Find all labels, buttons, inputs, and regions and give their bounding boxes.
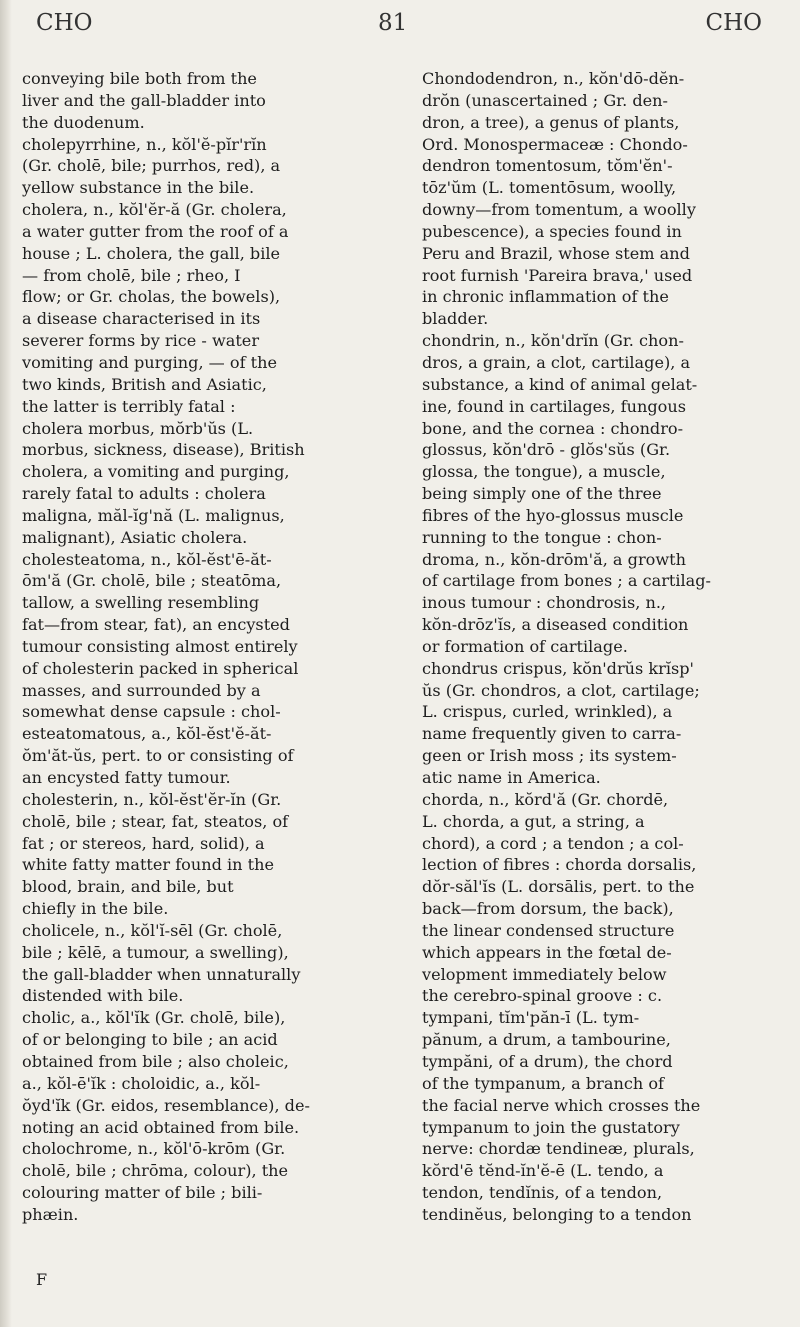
text-line: Peru and Brazil, whose stem and	[422, 243, 690, 263]
text-line: tumour consisting almost entirely	[22, 636, 298, 656]
text-line: dros, a grain, a clot, cartilage), a	[422, 352, 691, 372]
signature-mark: F	[36, 1270, 48, 1289]
text-line: house ; L. cholera, the gall, bile	[22, 243, 281, 263]
text-line: ŭs (Gr. chondros, a clot, cartilage;	[422, 680, 700, 700]
text-line: blood, brain, and bile, but	[22, 877, 234, 897]
text-line: name frequently given to carra-	[422, 724, 682, 744]
text-line: of or belonging to bile ; an acid	[22, 1030, 278, 1050]
text-line: cholera, n., kŏl'ĕr-ă (Gr. cholera,	[22, 200, 287, 220]
text-line: malignant), Asiatic cholera.	[22, 527, 248, 547]
text-line: chondrus crispus, kŏn'drŭs krĭsp'	[422, 658, 694, 678]
text-line: chiefly in the bile.	[22, 899, 169, 919]
text-line: tallow, a swelling resembling	[22, 593, 260, 613]
text-line: pănum, a drum, a tambourine,	[422, 1030, 671, 1050]
text-line: lection of fibres : chorda dorsalis,	[422, 855, 697, 875]
text-line: glossa, the tongue), a muscle,	[422, 462, 666, 482]
text-line: masses, and surrounded by a	[22, 680, 261, 700]
text-line: a disease characterised in its	[22, 309, 261, 329]
text-line: being simply one of the three	[422, 484, 662, 504]
text-line: fat ; or stereos, hard, solid), a	[22, 833, 265, 853]
text-line: the duodenum.	[22, 112, 145, 132]
text-line: chondrin, n., kŏn'drĭn (Gr. chon-	[422, 331, 684, 351]
text-line: (Gr. cholē, bile; purrhos, red), a	[22, 156, 281, 176]
header-left-guideword: CHO	[36, 10, 93, 36]
text-line: ŏyd'ĭk (Gr. eidos, resemblance), de-	[22, 1095, 310, 1115]
text-line: downy—from tomentum, a woolly	[422, 200, 696, 220]
text-line: of cholesterin packed in spherical	[22, 658, 299, 678]
text-line: the gall-bladder when unnaturally	[22, 964, 301, 984]
text-line: L. crispus, curled, wrinkled), a	[422, 702, 673, 722]
running-header	[30, 4, 770, 48]
text-line: inous tumour : chondrosis, n.,	[422, 593, 667, 613]
text-line: bladder.	[422, 309, 489, 329]
left-column	[22, 68, 396, 1226]
text-line: tympani, tĭm'păn-ī (L. tym-	[422, 1008, 640, 1028]
text-line: tympanum to join the gustatory	[422, 1117, 680, 1137]
text-line: bone, and the cornea : chondro-	[422, 418, 684, 438]
text-line: white fatty matter found in the	[22, 855, 274, 875]
text-line: tympăni, of a drum), the chord	[422, 1051, 673, 1071]
text-line: L. chorda, a gut, a string, a	[422, 811, 645, 831]
text-line: tōz'ŭm (L. tomentōsum, woolly,	[422, 178, 677, 198]
text-line: esteatomatous, a., kŏl-ĕst'ĕ-ăt-	[22, 724, 272, 744]
text-line: yellow substance in the bile.	[22, 178, 255, 198]
text-line: the facial nerve which crosses the	[422, 1095, 701, 1115]
text-line: ŏm'ăt-ŭs, pert. to or consisting of	[22, 746, 294, 766]
page-binding-edge	[0, 0, 12, 1327]
text-line: distended with bile.	[22, 986, 184, 1006]
text-line: cholicele, n., kŏl'ĭ-sēl (Gr. cholē,	[22, 920, 283, 940]
text-line: nerve: chordæ tendineæ, plurals,	[422, 1139, 695, 1159]
text-line: back—from dorsum, the back),	[422, 899, 674, 919]
text-line: liver and the gall-bladder into	[22, 90, 266, 110]
text-line: cholera, a vomiting and purging,	[22, 462, 290, 482]
text-line: Ord. Monospermaceæ : Chondo-	[422, 134, 688, 154]
text-line: dendron tomentosum, tŏm'ĕn'-	[422, 156, 673, 176]
text-line: of the tympanum, a branch of	[422, 1073, 664, 1093]
text-line: rarely fatal to adults : cholera	[22, 484, 266, 504]
text-line: flow; or Gr. cholas, the bowels),	[22, 287, 281, 307]
text-line: kŏrd'ē tĕnd-ĭn'ĕ-ē (L. tendo, a	[422, 1161, 664, 1181]
text-line: cholera morbus, mŏrb'ŭs (L.	[22, 418, 254, 438]
text-line: chorda, n., kŏrd'ă (Gr. chordē,	[422, 789, 669, 809]
text-line: running to the tongue : chon-	[422, 527, 662, 547]
page-number: 81	[378, 10, 408, 36]
text-line: cholochrome, n., kŏl'ō-krōm (Gr.	[22, 1139, 286, 1159]
text-line: a., kŏl-ē'ĭk : choloidic, a., kŏl-	[22, 1073, 261, 1093]
text-line: — from cholē, bile ; rheo, I	[22, 265, 241, 285]
text-line: fibres of the hyo-glossus muscle	[422, 505, 684, 525]
text-line: the latter is terribly fatal :	[22, 396, 236, 416]
text-line: phæin.	[22, 1204, 79, 1224]
header-right-guideword: CHO	[705, 10, 762, 36]
text-line: fat—from stear, fat), an encysted	[22, 615, 290, 635]
text-line: morbus, sickness, disease), British	[22, 440, 305, 460]
text-line: somewhat dense capsule : chol-	[22, 702, 281, 722]
text-line: the cerebro-spinal groove : c.	[422, 986, 663, 1006]
text-line: ine, found in cartilages, fungous	[422, 396, 686, 416]
text-line: dŏr-săl'ĭs (L. dorsālis, pert. to the	[422, 877, 695, 897]
text-line: root furnish 'Pareira brava,' used	[422, 265, 693, 285]
text-line: Chondodendron, n., kŏn'dō-dĕn-	[422, 69, 685, 88]
text-line: vomiting and purging, — of the	[22, 352, 278, 372]
text-line: glossus, kŏn'drō - glŏs'sŭs (Gr.	[422, 440, 671, 460]
text-line: maligna, măl-ĭg'nă (L. malignus,	[22, 505, 285, 525]
text-line: or formation of cartilage.	[422, 636, 628, 656]
text-line: a water gutter from the roof of a	[22, 221, 289, 241]
text-line: geen or Irish moss ; its system-	[422, 746, 677, 766]
text-line: obtained from bile ; also choleic,	[22, 1051, 289, 1071]
text-line: two kinds, British and Asiatic,	[22, 374, 267, 394]
text-line: severer forms by rice - water	[22, 331, 260, 351]
text-line: an encysted fatty tumour.	[22, 768, 231, 787]
text-line: dron, a tree), a genus of plants,	[422, 112, 680, 132]
text-line: atic name in America.	[422, 768, 601, 787]
text-line: kŏn-drōz'ĭs, a diseased condition	[422, 615, 689, 635]
text-line: droma, n., kŏn-drōm'ă, a growth	[422, 549, 686, 569]
text-line: cholē, bile ; stear, fat, steatos, of	[22, 811, 289, 831]
text-line: substance, a kind of animal gelat-	[422, 374, 698, 394]
text-line: ōm'ă (Gr. cholē, bile ; steatōma,	[22, 571, 282, 591]
text-line: which appears in the fœtal de-	[422, 942, 672, 962]
text-line: conveying bile both from the	[22, 69, 257, 88]
text-line: in chronic inflammation of the	[422, 287, 669, 307]
text-line: cholepyrrhine, n., kŏl'ĕ-pĭr'rĭn	[22, 134, 267, 154]
text-line: bile ; kēlē, a tumour, a swelling),	[22, 942, 289, 962]
text-line: drŏn (unascertained ; Gr. den-	[422, 90, 668, 110]
text-line: colouring matter of bile ; bili-	[22, 1183, 263, 1203]
text-line: cholē, bile ; chrōma, colour), the	[22, 1161, 289, 1181]
text-line: the linear condensed structure	[422, 920, 675, 940]
text-line: velopment immediately below	[422, 964, 667, 984]
text-line: pubescence), a species found in	[422, 221, 682, 241]
text-line: of cartilage from bones ; a cartilag-	[422, 571, 711, 591]
text-line: cholic, a., kŏl'ĭk (Gr. cholē, bile),	[22, 1008, 286, 1028]
text-line: tendon, tendĭnis, of a tendon,	[422, 1183, 663, 1203]
text-line: tendinĕus, belonging to a tendon	[422, 1204, 692, 1224]
right-column	[422, 68, 798, 1226]
text-line: cholesteatoma, n., kŏl-ĕst'ē-ăt-	[22, 549, 272, 569]
text-line: chord), a cord ; a tendon ; a col-	[422, 833, 684, 853]
text-line: noting an acid obtained from bile.	[22, 1117, 300, 1137]
text-line: cholesterin, n., kŏl-ĕst'ĕr-ĭn (Gr.	[22, 789, 282, 809]
